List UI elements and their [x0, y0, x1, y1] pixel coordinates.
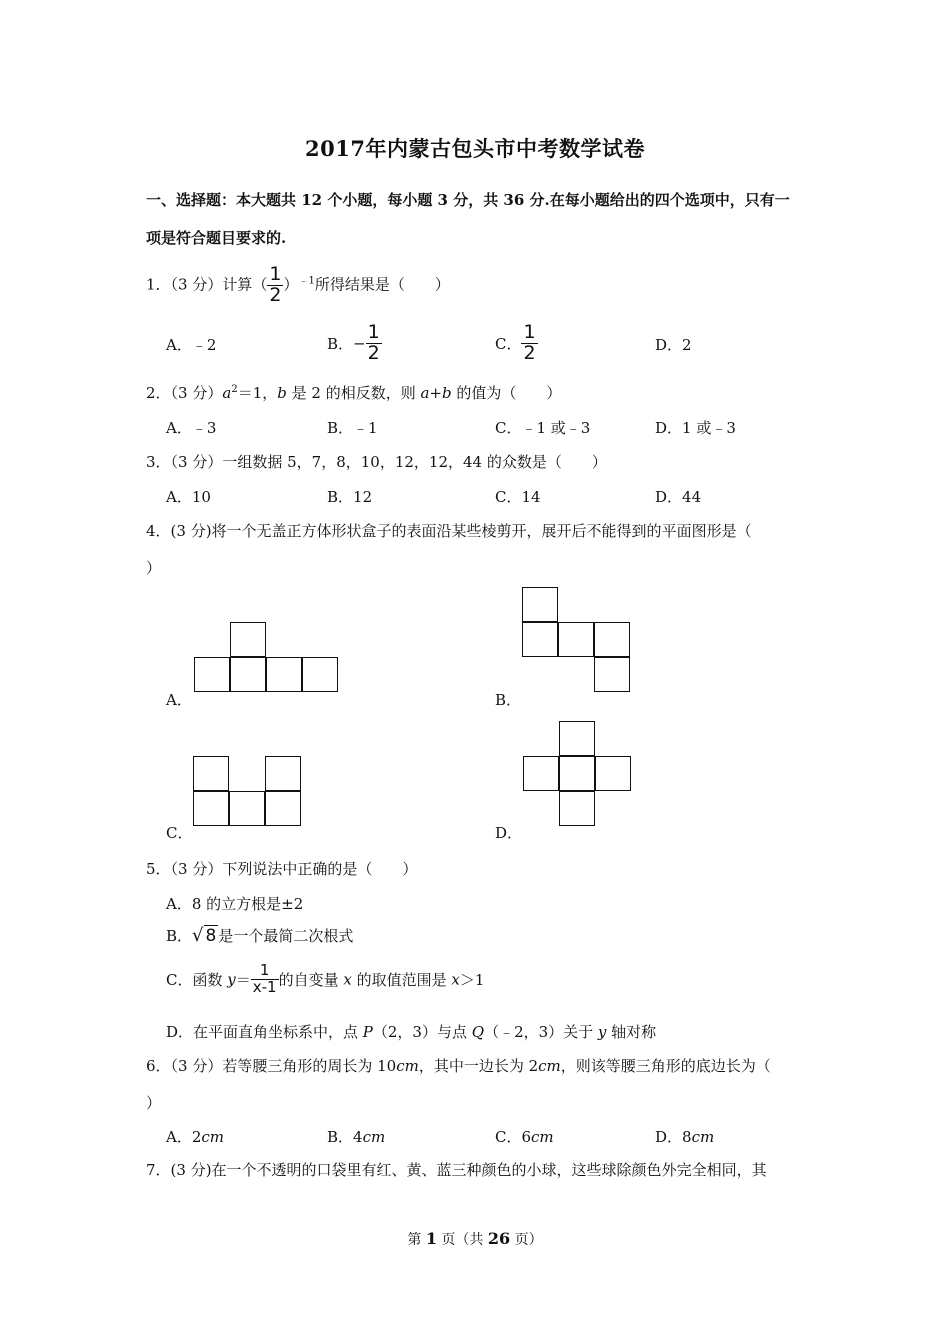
footer-pre: 第 — [407, 1232, 426, 1248]
q5-option-d — [166, 1021, 656, 1042]
net-cell — [265, 756, 301, 791]
q1-optc-den: 2 — [523, 341, 536, 364]
q1-optb-sign: − — [353, 334, 366, 353]
q5-optc-x: x — [343, 970, 352, 989]
question-1 — [146, 265, 450, 306]
net-cell — [559, 756, 595, 791]
q6-unit-1: cm — [396, 1057, 419, 1075]
q1-prefix: 1．（3 分）计算（ — [146, 275, 268, 294]
footer-mid: 页（共 — [436, 1232, 488, 1248]
footer-page-number: 1 — [425, 1229, 437, 1248]
q5-optd-q: Q — [471, 1023, 485, 1041]
q6-opta-text: A．2 — [166, 1128, 202, 1146]
question-7-line1: 7．(3 分)在一个不透明的口袋里有红、黄、蓝三种颜色的小球，这些球除颜色外完全相同，其 — [146, 1161, 767, 1179]
q5-option-c — [166, 963, 484, 996]
q1-fraction — [267, 265, 283, 306]
q2-option-c: C．﹣1 或﹣3 — [495, 419, 591, 437]
q1-paren: ） — [283, 275, 299, 294]
net-cell — [230, 622, 266, 657]
q1-option-d: D．2 — [655, 336, 692, 354]
q5-optc-x2: x — [451, 970, 460, 989]
net-cell — [194, 657, 230, 692]
footer-total-pages: 26 — [487, 1229, 511, 1248]
q6-optb-unit: cm — [362, 1128, 386, 1146]
q6-optb-text: B．4 — [327, 1128, 363, 1146]
q6-option-c — [495, 1126, 554, 1147]
q1-optb-den: 2 — [367, 341, 380, 364]
question-2 — [146, 382, 561, 403]
net-cell — [229, 791, 265, 826]
q6-option-a — [166, 1126, 224, 1147]
q2-option-b: B．﹣1 — [327, 419, 378, 437]
q6-option-b — [327, 1126, 385, 1147]
q2-prefix: 2．（3 分） — [146, 384, 223, 402]
page-title: 2017年内蒙古包头市中考数学试卷 — [305, 136, 645, 161]
q5-optc-num: 1 — [251, 963, 279, 980]
q5-optc-fraction — [251, 963, 279, 996]
q1-optb-label: B． — [327, 334, 354, 353]
question-4-line2: ） — [146, 559, 162, 577]
q5-optc-y: y — [227, 970, 236, 989]
q5-optc-den: x-1 — [252, 977, 277, 996]
q2-var-b: b — [277, 384, 287, 402]
net-cell — [559, 721, 595, 756]
q2-sup: 2 — [231, 384, 238, 395]
q2-option-a: A．﹣3 — [166, 419, 217, 437]
net-cell — [595, 756, 631, 791]
q5-optc-text3: ＞1 — [459, 970, 485, 989]
q2-var-a: a — [222, 384, 232, 402]
net-cell — [522, 587, 558, 622]
section-heading-line2: 项是符合题目要求的. — [146, 229, 287, 247]
net-cell — [523, 756, 559, 791]
q5-optd-4: 轴对称 — [606, 1023, 657, 1041]
q5-optd-y: y — [597, 1023, 607, 1041]
net-cell — [266, 657, 302, 692]
q5-optb-text: 是一个最简二次根式 — [218, 927, 354, 945]
q1-option-a: A．﹣2 — [166, 336, 217, 354]
question-3: 3．（3 分）一组数据 5，7，8，10，12，12，44 的众数是（ ） — [146, 453, 607, 471]
q4-option-c-label: C． — [166, 824, 193, 842]
q5-optc-label: C．函数 — [166, 970, 228, 989]
net-cell — [594, 622, 630, 657]
q1-frac-den: 2 — [269, 283, 282, 306]
q5-optc-text2: 的取值范围是 — [351, 970, 452, 989]
net-cell — [193, 791, 229, 826]
q5-optd-3: （﹣2，3）关于 — [484, 1023, 598, 1041]
page-footer — [0, 1229, 950, 1249]
q1-optc-fraction — [521, 323, 537, 364]
net-cell — [594, 657, 630, 692]
q1-option-b — [327, 323, 382, 364]
question-6-line1 — [146, 1055, 771, 1076]
q5-optd-p: P — [362, 1023, 373, 1041]
radical-sign: √ — [192, 925, 204, 946]
q2-mid: 是 2 的相反数，则 — [286, 384, 421, 402]
q6-opta-unit: cm — [201, 1128, 225, 1146]
q4-option-d-label: D． — [495, 824, 523, 842]
q5-optb-label: B． — [166, 927, 193, 945]
q6-option-d — [655, 1126, 714, 1147]
net-cell — [193, 756, 229, 791]
section-heading-line1: 一、选择题：本大题共 12 个小题，每小题 3 分，共 36 分.在每小题给出的四个选项中，只有一 — [146, 191, 790, 209]
q2-expr: a+b — [420, 384, 452, 402]
net-cell — [302, 657, 338, 692]
q5-optd-2: （2，3）与点 — [372, 1023, 472, 1041]
q3-option-a: A．10 — [166, 488, 211, 506]
q1-suffix: 所得结果是（ ） — [314, 275, 450, 294]
net-cell — [230, 657, 266, 692]
q3-option-b: B．12 — [327, 488, 373, 506]
q6-line1-b: ，其中一边长为 2 — [418, 1057, 539, 1075]
q1-optc-label: C． — [495, 334, 522, 353]
q2-eq: ＝1， — [237, 384, 278, 402]
q1-frac-num: 1 — [269, 263, 282, 285]
question-5: 5．（3 分）下列说法中正确的是（ ） — [146, 860, 418, 878]
q5-optc-text1: 的自变量 — [278, 970, 344, 989]
q1-exponent: ﹣1 — [298, 275, 315, 287]
q2-suffix: 的值为（ ） — [451, 384, 562, 402]
sqrt-symbol — [192, 925, 218, 946]
q4-option-b-label: B． — [495, 691, 522, 709]
net-cell — [559, 791, 595, 826]
q6-line1-c: ，则该等腰三角形的底边长为（ — [560, 1057, 771, 1075]
q5-radicand: 8 — [205, 926, 217, 946]
q5-optc-eq: ＝ — [235, 970, 251, 989]
question-6-line2: ） — [146, 1094, 162, 1112]
q5-optd-1: D．在平面直角坐标系中，点 — [166, 1023, 363, 1041]
q6-unit-2: cm — [538, 1057, 561, 1075]
q2-option-d: D．1 或﹣3 — [655, 419, 736, 437]
q3-option-d: D．44 — [655, 488, 702, 506]
q6-optc-text: C．6 — [495, 1128, 532, 1146]
q1-optc-num: 1 — [523, 321, 536, 343]
q5-option-b — [166, 925, 353, 946]
q1-optb-fraction — [366, 323, 382, 364]
q4-option-a-label: A． — [166, 691, 192, 709]
footer-post: 页） — [510, 1232, 543, 1248]
q6-optd-text: D．8 — [655, 1128, 692, 1146]
net-cell — [522, 622, 558, 657]
net-cell — [265, 791, 301, 826]
q6-optd-unit: cm — [691, 1128, 715, 1146]
q1-optb-num: 1 — [367, 321, 380, 343]
q6-optc-unit: cm — [531, 1128, 554, 1146]
question-4-line1: 4．(3 分)将一个无盖正方体形状盒子的表面沿某些棱剪开，展开后不能得到的平面图形是（ — [146, 522, 752, 540]
q3-option-c: C．14 — [495, 488, 541, 506]
q6-line1-a: 6．（3 分）若等腰三角形的周长为 10 — [146, 1057, 397, 1075]
q5-option-a: A．8 的立方根是±2 — [166, 895, 304, 913]
net-cell — [558, 622, 594, 657]
q1-option-c — [495, 323, 538, 364]
